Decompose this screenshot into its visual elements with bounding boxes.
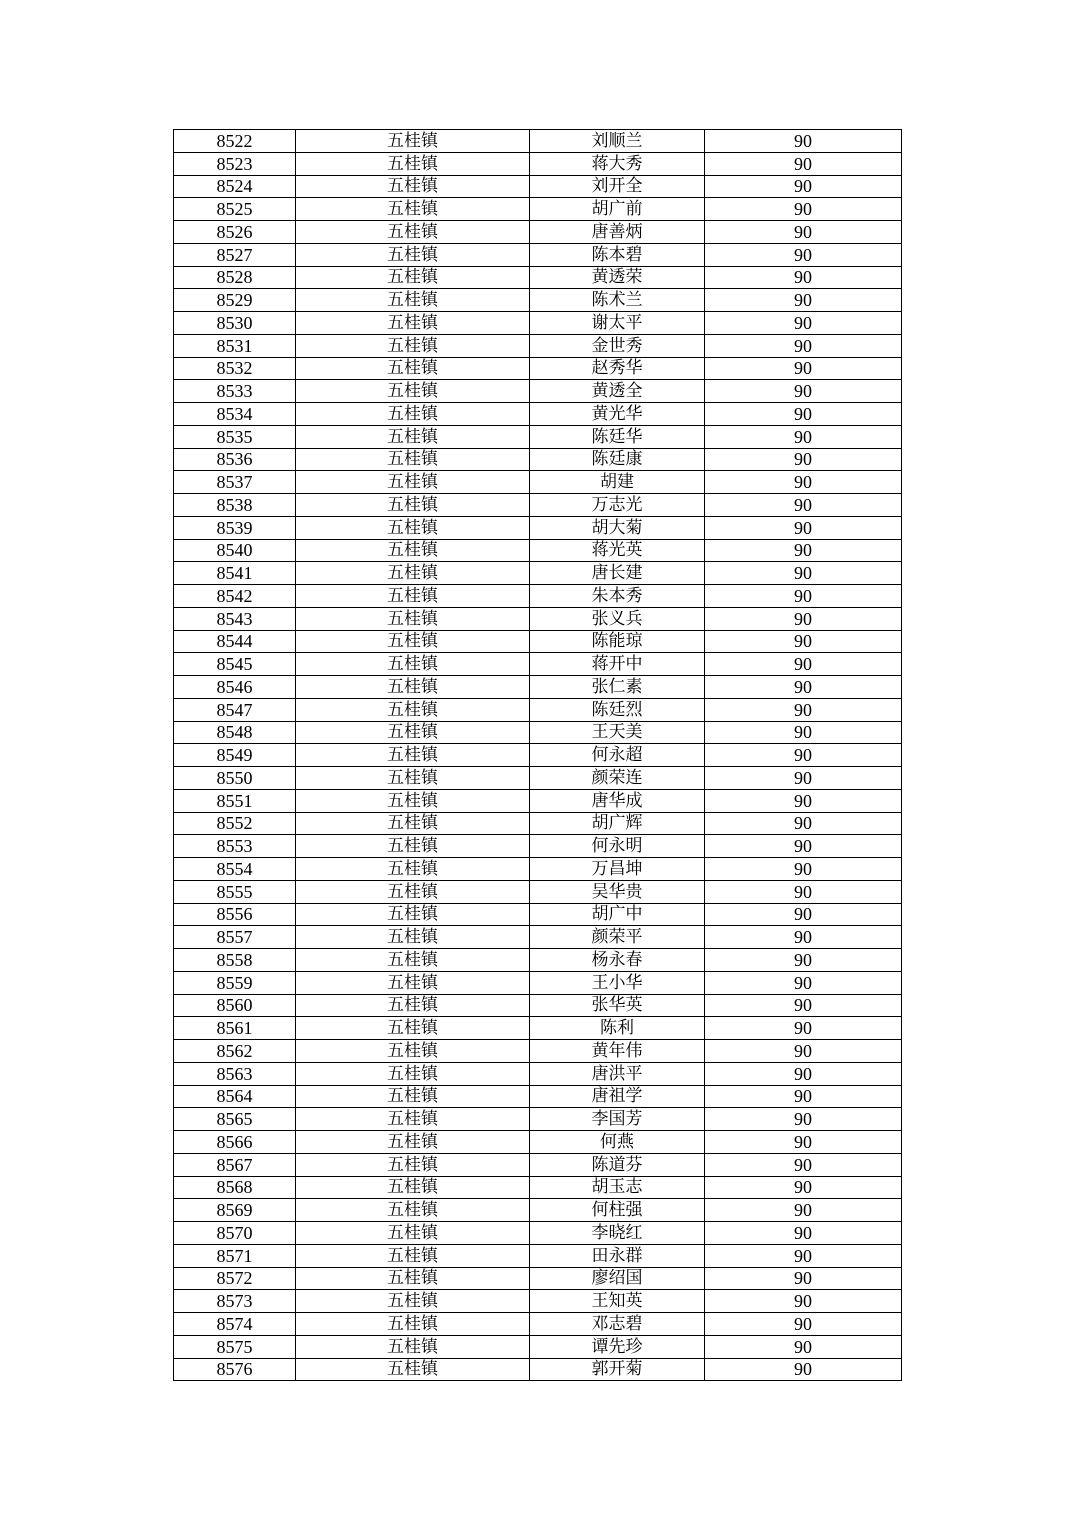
- cell-amount: 90: [705, 448, 902, 471]
- cell-person-name: 何燕: [530, 1131, 705, 1154]
- cell-person-name: 王知英: [530, 1290, 705, 1313]
- cell-person-name: 黄透荣: [530, 266, 705, 289]
- cell-serial-number: 8529: [174, 289, 296, 312]
- cell-serial-number: 8534: [174, 403, 296, 426]
- cell-person-name: 何永明: [530, 835, 705, 858]
- table-row: [174, 1040, 902, 1063]
- cell-person-name: 万志光: [530, 494, 705, 517]
- table-row: [174, 903, 902, 926]
- cell-town: 五桂镇: [296, 289, 530, 312]
- cell-person-name: 吴华贵: [530, 880, 705, 903]
- cell-amount: 90: [705, 1313, 902, 1336]
- cell-amount: 90: [705, 1199, 902, 1222]
- cell-amount: 90: [705, 425, 902, 448]
- cell-town: 五桂镇: [296, 607, 530, 630]
- table-row: [174, 767, 902, 790]
- table-row: [174, 448, 902, 471]
- cell-serial-number: 8572: [174, 1267, 296, 1290]
- cell-serial-number: 8536: [174, 448, 296, 471]
- cell-serial-number: 8570: [174, 1222, 296, 1245]
- table-row: [174, 494, 902, 517]
- table-row: [174, 334, 902, 357]
- cell-town: 五桂镇: [296, 380, 530, 403]
- table-row: [174, 1017, 902, 1040]
- cell-serial-number: 8553: [174, 835, 296, 858]
- table-row: [174, 630, 902, 653]
- cell-serial-number: 8551: [174, 789, 296, 812]
- cell-town: 五桂镇: [296, 903, 530, 926]
- cell-amount: 90: [705, 653, 902, 676]
- cell-serial-number: 8535: [174, 425, 296, 448]
- cell-serial-number: 8569: [174, 1199, 296, 1222]
- table-row: [174, 152, 902, 175]
- cell-town: 五桂镇: [296, 175, 530, 198]
- cell-person-name: 陈利: [530, 1017, 705, 1040]
- cell-town: 五桂镇: [296, 1244, 530, 1267]
- cell-person-name: 胡广前: [530, 198, 705, 221]
- cell-town: 五桂镇: [296, 721, 530, 744]
- cell-person-name: 胡广辉: [530, 812, 705, 835]
- cell-amount: 90: [705, 266, 902, 289]
- cell-person-name: 邓志碧: [530, 1313, 705, 1336]
- cell-serial-number: 8556: [174, 903, 296, 926]
- cell-amount: 90: [705, 380, 902, 403]
- cell-person-name: 黄透全: [530, 380, 705, 403]
- cell-person-name: 谭先珍: [530, 1335, 705, 1358]
- cell-town: 五桂镇: [296, 1335, 530, 1358]
- cell-serial-number: 8559: [174, 971, 296, 994]
- table-row: [174, 1108, 902, 1131]
- cell-serial-number: 8568: [174, 1176, 296, 1199]
- cell-serial-number: 8574: [174, 1313, 296, 1336]
- cell-serial-number: 8548: [174, 721, 296, 744]
- cell-amount: 90: [705, 1335, 902, 1358]
- table-row: [174, 698, 902, 721]
- cell-town: 五桂镇: [296, 676, 530, 699]
- cell-amount: 90: [705, 312, 902, 335]
- cell-town: 五桂镇: [296, 994, 530, 1017]
- cell-town: 五桂镇: [296, 971, 530, 994]
- cell-serial-number: 8566: [174, 1131, 296, 1154]
- cell-serial-number: 8558: [174, 949, 296, 972]
- cell-person-name: 田永群: [530, 1244, 705, 1267]
- table-row: [174, 744, 902, 767]
- cell-person-name: 陈廷烈: [530, 698, 705, 721]
- cell-town: 五桂镇: [296, 357, 530, 380]
- cell-amount: 90: [705, 1290, 902, 1313]
- cell-person-name: 杨永春: [530, 949, 705, 972]
- cell-town: 五桂镇: [296, 516, 530, 539]
- cell-amount: 90: [705, 1222, 902, 1245]
- cell-town: 五桂镇: [296, 1108, 530, 1131]
- table-row: [174, 221, 902, 244]
- table-row: [174, 994, 902, 1017]
- cell-person-name: 刘开全: [530, 175, 705, 198]
- cell-amount: 90: [705, 744, 902, 767]
- cell-person-name: 蒋光英: [530, 539, 705, 562]
- cell-amount: 90: [705, 1358, 902, 1381]
- cell-town: 五桂镇: [296, 539, 530, 562]
- cell-town: 五桂镇: [296, 1131, 530, 1154]
- cell-town: 五桂镇: [296, 130, 530, 153]
- cell-amount: 90: [705, 471, 902, 494]
- cell-person-name: 王小华: [530, 971, 705, 994]
- cell-person-name: 金世秀: [530, 334, 705, 357]
- cell-town: 五桂镇: [296, 698, 530, 721]
- cell-amount: 90: [705, 539, 902, 562]
- cell-person-name: 万昌坤: [530, 858, 705, 881]
- cell-amount: 90: [705, 243, 902, 266]
- table-row: [174, 812, 902, 835]
- cell-person-name: 李晓红: [530, 1222, 705, 1245]
- cell-person-name: 陈廷华: [530, 425, 705, 448]
- cell-town: 五桂镇: [296, 1290, 530, 1313]
- cell-serial-number: 8550: [174, 767, 296, 790]
- cell-amount: 90: [705, 1062, 902, 1085]
- cell-person-name: 陈廷康: [530, 448, 705, 471]
- cell-town: 五桂镇: [296, 812, 530, 835]
- cell-person-name: 陈本碧: [530, 243, 705, 266]
- cell-amount: 90: [705, 630, 902, 653]
- cell-town: 五桂镇: [296, 1267, 530, 1290]
- cell-person-name: 蒋大秀: [530, 152, 705, 175]
- table-row: [174, 1313, 902, 1336]
- cell-amount: 90: [705, 357, 902, 380]
- cell-amount: 90: [705, 1040, 902, 1063]
- table-row: [174, 721, 902, 744]
- cell-serial-number: 8560: [174, 994, 296, 1017]
- table-row: [174, 403, 902, 426]
- table-row: [174, 1199, 902, 1222]
- cell-serial-number: 8526: [174, 221, 296, 244]
- cell-person-name: 颜荣连: [530, 767, 705, 790]
- table-row: [174, 858, 902, 881]
- cell-serial-number: 8565: [174, 1108, 296, 1131]
- cell-amount: 90: [705, 1085, 902, 1108]
- table-row: [174, 312, 902, 335]
- cell-serial-number: 8527: [174, 243, 296, 266]
- table-row: [174, 516, 902, 539]
- cell-town: 五桂镇: [296, 1313, 530, 1336]
- cell-person-name: 颜荣平: [530, 926, 705, 949]
- table-row: [174, 380, 902, 403]
- cell-town: 五桂镇: [296, 562, 530, 585]
- cell-serial-number: 8576: [174, 1358, 296, 1381]
- cell-person-name: 黄年伟: [530, 1040, 705, 1063]
- cell-person-name: 唐祖学: [530, 1085, 705, 1108]
- cell-person-name: 唐华成: [530, 789, 705, 812]
- cell-town: 五桂镇: [296, 312, 530, 335]
- cell-town: 五桂镇: [296, 243, 530, 266]
- cell-town: 五桂镇: [296, 1153, 530, 1176]
- cell-amount: 90: [705, 926, 902, 949]
- table-row: [174, 653, 902, 676]
- cell-amount: 90: [705, 1017, 902, 1040]
- cell-town: 五桂镇: [296, 1358, 530, 1381]
- cell-town: 五桂镇: [296, 425, 530, 448]
- table-row: [174, 198, 902, 221]
- table-row: [174, 1176, 902, 1199]
- cell-amount: 90: [705, 562, 902, 585]
- table-row: [174, 1085, 902, 1108]
- cell-town: 五桂镇: [296, 789, 530, 812]
- cell-town: 五桂镇: [296, 835, 530, 858]
- cell-town: 五桂镇: [296, 1040, 530, 1063]
- cell-serial-number: 8522: [174, 130, 296, 153]
- table-row: [174, 971, 902, 994]
- cell-town: 五桂镇: [296, 744, 530, 767]
- cell-amount: 90: [705, 516, 902, 539]
- table-row: [174, 1290, 902, 1313]
- cell-person-name: 胡建: [530, 471, 705, 494]
- cell-amount: 90: [705, 1244, 902, 1267]
- data-table: [173, 129, 902, 1381]
- cell-town: 五桂镇: [296, 471, 530, 494]
- cell-town: 五桂镇: [296, 926, 530, 949]
- cell-person-name: 唐善炳: [530, 221, 705, 244]
- cell-person-name: 郭开菊: [530, 1358, 705, 1381]
- cell-person-name: 陈能琼: [530, 630, 705, 653]
- cell-town: 五桂镇: [296, 949, 530, 972]
- cell-serial-number: 8543: [174, 607, 296, 630]
- cell-town: 五桂镇: [296, 858, 530, 881]
- cell-serial-number: 8533: [174, 380, 296, 403]
- cell-amount: 90: [705, 289, 902, 312]
- cell-town: 五桂镇: [296, 630, 530, 653]
- cell-amount: 90: [705, 1153, 902, 1176]
- table-row: [174, 949, 902, 972]
- cell-serial-number: 8567: [174, 1153, 296, 1176]
- table-row: [174, 835, 902, 858]
- cell-amount: 90: [705, 152, 902, 175]
- cell-amount: 90: [705, 334, 902, 357]
- cell-amount: 90: [705, 971, 902, 994]
- cell-serial-number: 8573: [174, 1290, 296, 1313]
- cell-person-name: 黄光华: [530, 403, 705, 426]
- cell-serial-number: 8562: [174, 1040, 296, 1063]
- cell-serial-number: 8564: [174, 1085, 296, 1108]
- cell-person-name: 朱本秀: [530, 585, 705, 608]
- cell-amount: 90: [705, 1131, 902, 1154]
- cell-serial-number: 8524: [174, 175, 296, 198]
- cell-person-name: 胡玉志: [530, 1176, 705, 1199]
- cell-amount: 90: [705, 812, 902, 835]
- cell-serial-number: 8537: [174, 471, 296, 494]
- table-row: [174, 1153, 902, 1176]
- table-row: [174, 425, 902, 448]
- cell-serial-number: 8563: [174, 1062, 296, 1085]
- cell-serial-number: 8561: [174, 1017, 296, 1040]
- cell-person-name: 陈术兰: [530, 289, 705, 312]
- cell-serial-number: 8532: [174, 357, 296, 380]
- cell-person-name: 廖绍国: [530, 1267, 705, 1290]
- table-row: [174, 1358, 902, 1381]
- table-row: [174, 789, 902, 812]
- cell-amount: 90: [705, 949, 902, 972]
- cell-serial-number: 8540: [174, 539, 296, 562]
- cell-serial-number: 8542: [174, 585, 296, 608]
- cell-town: 五桂镇: [296, 403, 530, 426]
- cell-serial-number: 8538: [174, 494, 296, 517]
- table-row: [174, 357, 902, 380]
- cell-town: 五桂镇: [296, 152, 530, 175]
- cell-person-name: 何永超: [530, 744, 705, 767]
- cell-town: 五桂镇: [296, 1085, 530, 1108]
- cell-town: 五桂镇: [296, 1222, 530, 1245]
- cell-person-name: 唐洪平: [530, 1062, 705, 1085]
- cell-amount: 90: [705, 721, 902, 744]
- cell-person-name: 蒋开中: [530, 653, 705, 676]
- cell-person-name: 谢太平: [530, 312, 705, 335]
- table-row: [174, 1222, 902, 1245]
- table-row: [174, 676, 902, 699]
- cell-person-name: 张华英: [530, 994, 705, 1017]
- cell-serial-number: 8547: [174, 698, 296, 721]
- cell-person-name: 王天美: [530, 721, 705, 744]
- cell-town: 五桂镇: [296, 198, 530, 221]
- cell-town: 五桂镇: [296, 266, 530, 289]
- cell-serial-number: 8539: [174, 516, 296, 539]
- table-row: [174, 1131, 902, 1154]
- table-row: [174, 243, 902, 266]
- cell-person-name: 张仁素: [530, 676, 705, 699]
- cell-town: 五桂镇: [296, 1062, 530, 1085]
- cell-amount: 90: [705, 789, 902, 812]
- cell-amount: 90: [705, 698, 902, 721]
- cell-amount: 90: [705, 607, 902, 630]
- table-row: [174, 585, 902, 608]
- cell-person-name: 何柱强: [530, 1199, 705, 1222]
- cell-town: 五桂镇: [296, 448, 530, 471]
- table-row: [174, 1267, 902, 1290]
- cell-amount: 90: [705, 1267, 902, 1290]
- cell-town: 五桂镇: [296, 221, 530, 244]
- cell-person-name: 赵秀华: [530, 357, 705, 380]
- cell-serial-number: 8571: [174, 1244, 296, 1267]
- cell-person-name: 唐长建: [530, 562, 705, 585]
- table-row: [174, 471, 902, 494]
- cell-amount: 90: [705, 880, 902, 903]
- table-row: [174, 607, 902, 630]
- table-row: [174, 289, 902, 312]
- table-row: [174, 539, 902, 562]
- cell-person-name: 张义兵: [530, 607, 705, 630]
- cell-serial-number: 8546: [174, 676, 296, 699]
- cell-serial-number: 8530: [174, 312, 296, 335]
- table-row: [174, 562, 902, 585]
- cell-serial-number: 8531: [174, 334, 296, 357]
- cell-town: 五桂镇: [296, 1176, 530, 1199]
- table-row: [174, 175, 902, 198]
- cell-town: 五桂镇: [296, 880, 530, 903]
- cell-serial-number: 8525: [174, 198, 296, 221]
- cell-amount: 90: [705, 1108, 902, 1131]
- table-row: [174, 926, 902, 949]
- cell-amount: 90: [705, 221, 902, 244]
- table-row: [174, 1244, 902, 1267]
- cell-serial-number: 8557: [174, 926, 296, 949]
- cell-amount: 90: [705, 198, 902, 221]
- cell-town: 五桂镇: [296, 334, 530, 357]
- cell-serial-number: 8549: [174, 744, 296, 767]
- cell-serial-number: 8552: [174, 812, 296, 835]
- cell-amount: 90: [705, 130, 902, 153]
- cell-serial-number: 8575: [174, 1335, 296, 1358]
- cell-amount: 90: [705, 676, 902, 699]
- cell-serial-number: 8545: [174, 653, 296, 676]
- cell-amount: 90: [705, 494, 902, 517]
- cell-town: 五桂镇: [296, 653, 530, 676]
- cell-person-name: 刘顺兰: [530, 130, 705, 153]
- cell-amount: 90: [705, 403, 902, 426]
- cell-person-name: 胡广中: [530, 903, 705, 926]
- table-row: [174, 880, 902, 903]
- cell-town: 五桂镇: [296, 1199, 530, 1222]
- cell-serial-number: 8528: [174, 266, 296, 289]
- cell-serial-number: 8554: [174, 858, 296, 881]
- cell-person-name: 李国芳: [530, 1108, 705, 1131]
- cell-amount: 90: [705, 585, 902, 608]
- cell-town: 五桂镇: [296, 1017, 530, 1040]
- cell-person-name: 陈道芬: [530, 1153, 705, 1176]
- cell-serial-number: 8541: [174, 562, 296, 585]
- cell-amount: 90: [705, 994, 902, 1017]
- cell-serial-number: 8544: [174, 630, 296, 653]
- cell-serial-number: 8555: [174, 880, 296, 903]
- table-row: [174, 1062, 902, 1085]
- table-row: [174, 1335, 902, 1358]
- cell-person-name: 胡大菊: [530, 516, 705, 539]
- cell-amount: 90: [705, 175, 902, 198]
- table-body: [174, 130, 902, 1381]
- cell-serial-number: 8523: [174, 152, 296, 175]
- cell-amount: 90: [705, 835, 902, 858]
- cell-amount: 90: [705, 903, 902, 926]
- table-row: [174, 130, 902, 153]
- cell-amount: 90: [705, 858, 902, 881]
- cell-town: 五桂镇: [296, 585, 530, 608]
- cell-town: 五桂镇: [296, 767, 530, 790]
- table-row: [174, 266, 902, 289]
- cell-town: 五桂镇: [296, 494, 530, 517]
- cell-amount: 90: [705, 767, 902, 790]
- cell-amount: 90: [705, 1176, 902, 1199]
